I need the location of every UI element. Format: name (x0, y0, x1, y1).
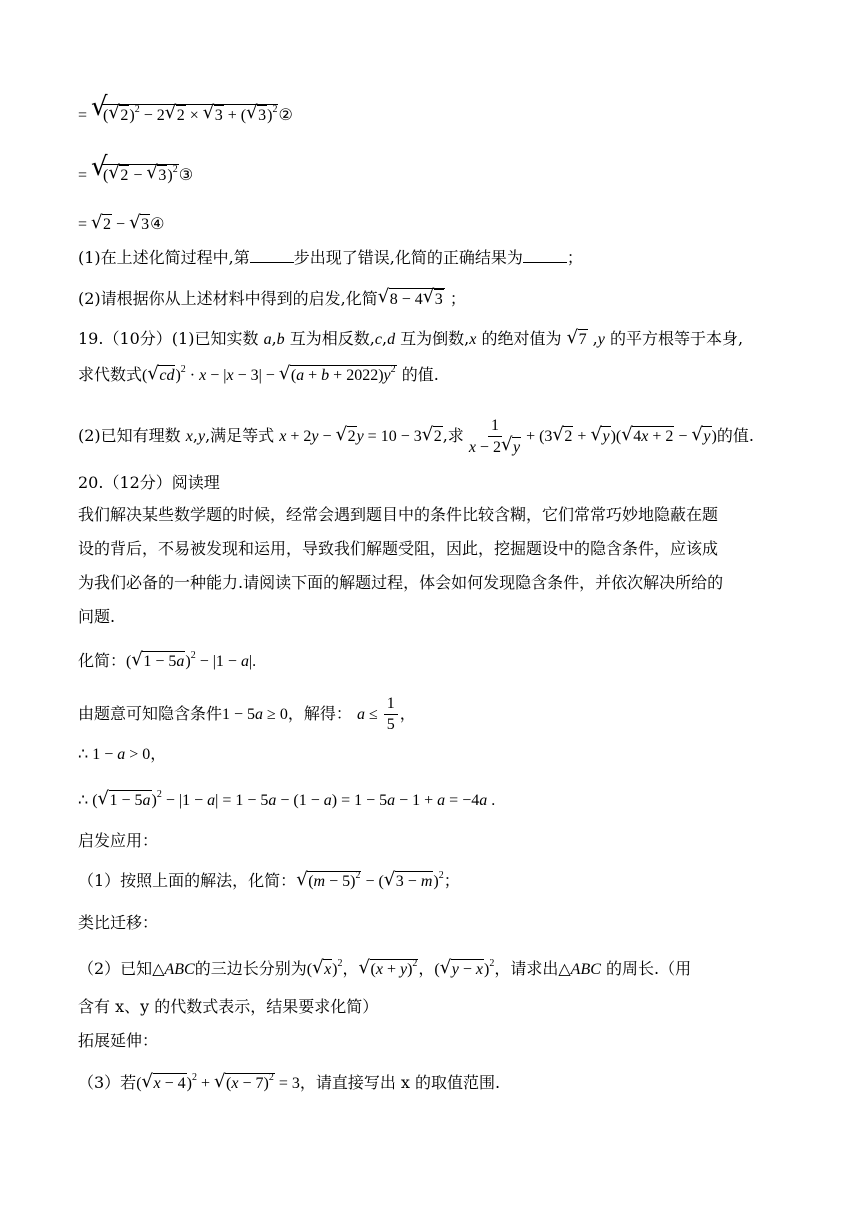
step-2-marker: ② (278, 107, 293, 124)
q19-head: 19.（10分）(1)已知实数 (78, 329, 259, 348)
answer-blank (250, 248, 294, 263)
q20-sub2-cont: 含有 x、y 的代数式表示，结果要求化简） (78, 997, 379, 1016)
q18-part1-text-a: (1)在上述化简过程中,第 (78, 248, 250, 267)
q19-part2: (2)已知有理数 x,y,满足等式 x + 2y − √ 2y = 10 − 3√ 2,求 $\frac{1}{x - 2√ y}$ + (3√ 2 + √ y)(√ 4x + 2 − √ y)的值. (78, 414, 754, 459)
q19-part2-text-c: ,求 (442, 426, 464, 445)
q19-line2-text-a: 求代数式 (78, 365, 143, 384)
q19-line2: 求代数式(√ cd)$^2$ · x − |x − 3| − √ $(a + b + 2022)y^2$ 的值. (78, 364, 439, 387)
q20-hidden-condition: 由题意可知隐含条件1 − 5a ≥ 0，解得： a ≤ $\frac{1}{5}$ ， (78, 695, 416, 733)
step-3-line: = √ (√ 2 − √ 3)$^2$③ (78, 164, 193, 187)
q20-sub2: （2）已知△ABC的三边长分别为(√ x)$^2$，√ $(x + y)^2$，(√ y − x)$^2$，请求出△ABC 的周长.（用 (78, 958, 691, 981)
q19-text-3: 的绝对值为 (481, 329, 562, 348)
q19-part2-text-a: (2)已知有理数 (78, 426, 181, 445)
q19-line2-text-b: 的值. (401, 365, 439, 384)
q19-part2-text-d: 的值. (716, 426, 754, 445)
outer-radical: √ (√ 2)$^2$ − 2√ 2 × √ 3 + (√ 3)$^2$ (91, 104, 278, 127)
q18-part1 (78, 247, 583, 269)
q19-line1: 19.（10分）(1)已知实数 a,b 互为相反数,c,d 互为倒数,x 的绝对值为 √ 7 ,y 的平方根等于本身, (78, 328, 743, 351)
q20-sub1-text-b: ； (443, 871, 460, 890)
q18-part2-text-b: ； (449, 289, 466, 308)
q20-para-4: 问题. (78, 607, 116, 626)
step-4-marker: ④ (150, 216, 165, 233)
q20-para-1: 我们解决某些数学题的时候，经常会遇到题目中的条件比较含糊，它们常常巧妙地隐蔽在题 (78, 505, 719, 524)
q20-sub2-text-a: （2）已知 (78, 959, 153, 978)
step-4-line: = √ 2 − √ 3④ (78, 214, 164, 236)
q20-analogy: 类比迁移： (78, 913, 159, 932)
therefore-symbol: ∴ (78, 792, 89, 809)
q20-sub3-text-a: （3）若 (78, 1073, 137, 1092)
q20-simplify-label: 化简： (78, 651, 127, 670)
therefore-symbol: ∴ (78, 746, 89, 763)
q20-para-2: 设的背后，不易被发现和运用，导致我们解题受阻，因此，挖掘题设中的隐含条件，应该成 (78, 539, 719, 558)
step-3-marker: ③ (178, 167, 194, 184)
step-2-line: = √ (√ 2)$^2$ − 2√ 2 × √ 3 + (√ 3)$^2$② (78, 104, 293, 127)
q19-text-2: 互为倒数, (400, 329, 470, 348)
q20-sub1: （1）按照上面的解法，化简：√ $(m - 5)^2$ − (√ 3 − m)$^2$； (78, 870, 460, 893)
q18-part1-text-b: 步出现了错误,化简的正确结果为 (293, 248, 523, 267)
q20-sub2-text-c: ，请求出 (494, 959, 559, 978)
q20-hidden-text-a: 由题意可知隐含条件 (78, 704, 223, 723)
q20-sub2-text-d: 的周长.（用 (605, 959, 692, 978)
q20-head: 20.（12分）阅读理 (78, 473, 220, 492)
q20-sub3: （3）若(√ x − 4)$^2$ + √ $(x - 7)^2 = 3$，请直接写出 x 的取值范围. (78, 1072, 500, 1095)
q20-inspire: 启发应用： (78, 831, 159, 850)
q20-sub3-text-b: ，请直接写出 x 的取值范围. (299, 1073, 501, 1092)
q20-therefore-1: ∴ 1 − a > 0， (78, 746, 167, 763)
q20-hidden-text-b: ，解得： (287, 704, 352, 723)
q20-sub1-text-a: （1）按照上面的解法，化简： (78, 871, 297, 890)
q19-text-1: 互为相反数, (289, 329, 375, 348)
q18-part1-text-c: ； (566, 248, 583, 267)
q19-part2-text-b: 满足等式 (210, 426, 275, 445)
answer-blank (523, 248, 567, 263)
q18-part2: (2)请根据你从上述材料中得到的启发,化简√ 8 − 4√ 3 ； (78, 288, 466, 311)
q20-extend: 拓展延伸： (78, 1031, 159, 1050)
q20-sub2-text-b: 的三边长分别为 (194, 959, 307, 978)
q20-therefore-2: ∴ (√ 1 − 5a)$^2$ − |1 − a| = 1 − 5a − (1 − a) = 1 − 5a − 1 + a = −4a . (78, 790, 495, 812)
q19-text-4: 的平方根等于本身, (609, 329, 744, 348)
q20-para-3: 为我们必备的一种能力.请阅读下面的解题过程，体会如何发现隐含条件，并依次解决所给的 (78, 573, 724, 592)
q18-part2-text-a: (2)请根据你从上述材料中得到的启发,化简 (78, 289, 378, 308)
q20-simplify: 化简：(√ 1 − 5a)$^2$ − |1 − a|. (78, 650, 256, 673)
